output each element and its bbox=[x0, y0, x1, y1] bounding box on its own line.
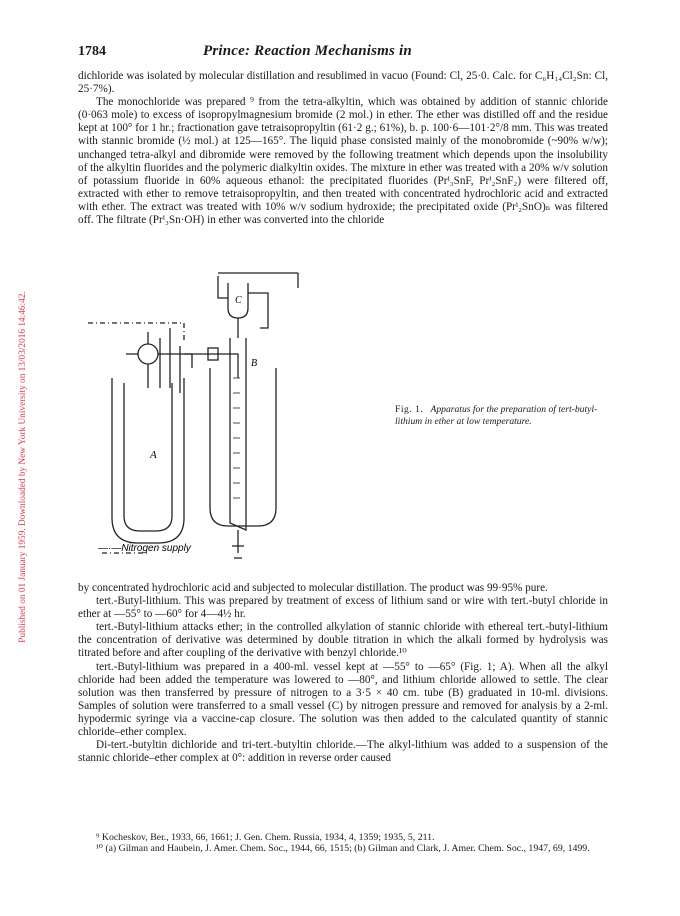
caption-label: Fig. 1. bbox=[395, 404, 424, 415]
page-number: 1784 bbox=[78, 44, 106, 59]
nitrogen-supply-label: —·—Nitrogen supply bbox=[98, 543, 191, 554]
paragraph: Di-tert.-butyltin dichloride and tri-tert.-butyltin chloride.—The alkyl-lithium was added to a suspension of the stannic chloride–ether complex at 0°: addition in reverse order caused bbox=[78, 739, 608, 765]
figure-caption bbox=[395, 404, 615, 427]
label-c: C bbox=[235, 295, 242, 306]
footnote: ⁹ Kocheskov, Ber., 1933, 66, 1661; J. Gen. Chem. Russia, 1934, 4, 1359; 1935, 5, 211. bbox=[96, 832, 435, 843]
download-watermark: Published on 01 January 1959. Downloaded by New York University on 13/03/2016 14:46:42. bbox=[18, 291, 28, 643]
caption-text: Apparatus for the preparation of tert-butyl-lithium in ether at low temperature. bbox=[395, 404, 598, 427]
paragraph: by concentrated hydrochloric acid and subjected to molecular distillation. The product was 99·95% pure. bbox=[78, 582, 548, 594]
running-title: Prince: Reaction Mechanisms in bbox=[203, 43, 412, 59]
body-text-bottom bbox=[78, 582, 608, 765]
paragraph: tert.-Butyl-lithium. This was prepared by treatment of excess of lithium sand or wire with tert.-butyl chloride in ether at —55° to —60° for 4—4½ hr. bbox=[78, 595, 608, 621]
graduation-marks bbox=[233, 378, 240, 498]
vessel-a-bath bbox=[112, 378, 184, 543]
dropping-funnel bbox=[138, 344, 158, 364]
page-header bbox=[78, 44, 608, 64]
body-text-top bbox=[78, 70, 608, 227]
vessel-a-inner bbox=[124, 383, 172, 531]
paragraph: dichloride was isolated by molecular distillation and resublimed in vacuo (Found: Cl, 25·0. Calc. for C₆H₁₄Cl₂Sn: Cl, 25·7%). bbox=[78, 70, 608, 96]
footnotes bbox=[78, 832, 608, 855]
footnote: ¹⁰ (a) Gilman and Haubein, J. Amer. Chem. Soc., 1944, 66, 1515; (b) Gilman and Clark, J. Amer. Chem. Soc., 1947, 69, 1499. bbox=[96, 843, 590, 855]
paragraph: tert.-Butyl-lithium attacks ether; in the controlled alkylation of stannic chloride with ethereal tert.-butyl-lithium the concentration of derivative was determined by double titration in which the alkali formed by hydrolysis was titrated before and after coupling of the derivative with benzyl chloride.¹⁰ bbox=[78, 621, 608, 660]
paragraph: The monochloride was prepared ⁹ from the tetra-alkyltin, which was obtained by addition of stannic chloride (0·063 mole) to excess of isopropylmagnesium bromide (2 mol.) in ether. The ether was distilled off and the residue kept at 100° for 1 hr.; fractionation gave tetraisopropyltin (61·2 g.; 61%), b. p. 100·6—101·2°/8 mm. This was treated with stannic bromide (½ mol.) at 125—165°. The liquid phase consisted mainly of the monobromide (~90% w/w); unchanged tetra-alkyl and dibromide were removed by the following treatment which depends upon the insolubility of the alkyltin fluorides and the polymeric dialkyltin oxides. The mixture in ether was treated with a 20% w/v solution of potassium fluoride in 60% aqueous ethanol: the precipitated fluorides (Prⁱ₃SnF, Prⁱ₂SnF₂) were filtered off, extracted with ether to remove tetraisopropyltin, and then treated with concentrated hydrochloric acid and extracted with ether. The extract was treated with 10% w/v sodium hydroxide; the precipitated oxide (Prⁱ₂SnO)ₙ was filtered off. The filtrate (Prⁱ₃Sn·OH) in ether was converted into the chloride bbox=[78, 96, 608, 227]
vessel-b-jacket bbox=[210, 368, 276, 526]
apparatus-figure bbox=[88, 268, 378, 568]
label-b: B bbox=[251, 358, 258, 369]
paragraph: tert.-Butyl-lithium was prepared in a 400-ml. vessel kept at —55° to —65° (Fig. 1; A). When all the alkyl chloride had been added the temperature was lowered to —80°, and lithium chloride allowed to settle. The clear solution was then transferred by pressure of nitrogen to a 3·5 × 40 cm. tube (B) graduated in 10-ml. divisions. Samples of solution were transferred to a small vessel (C) by nitrogen pressure and removed for analysis by a 2-ml. hypodermic syringe via a vaccine-cap closure. The solution was then added to the calculated quantity of stannic chloride–ether complex. bbox=[78, 660, 608, 739]
label-a: A bbox=[150, 449, 157, 461]
